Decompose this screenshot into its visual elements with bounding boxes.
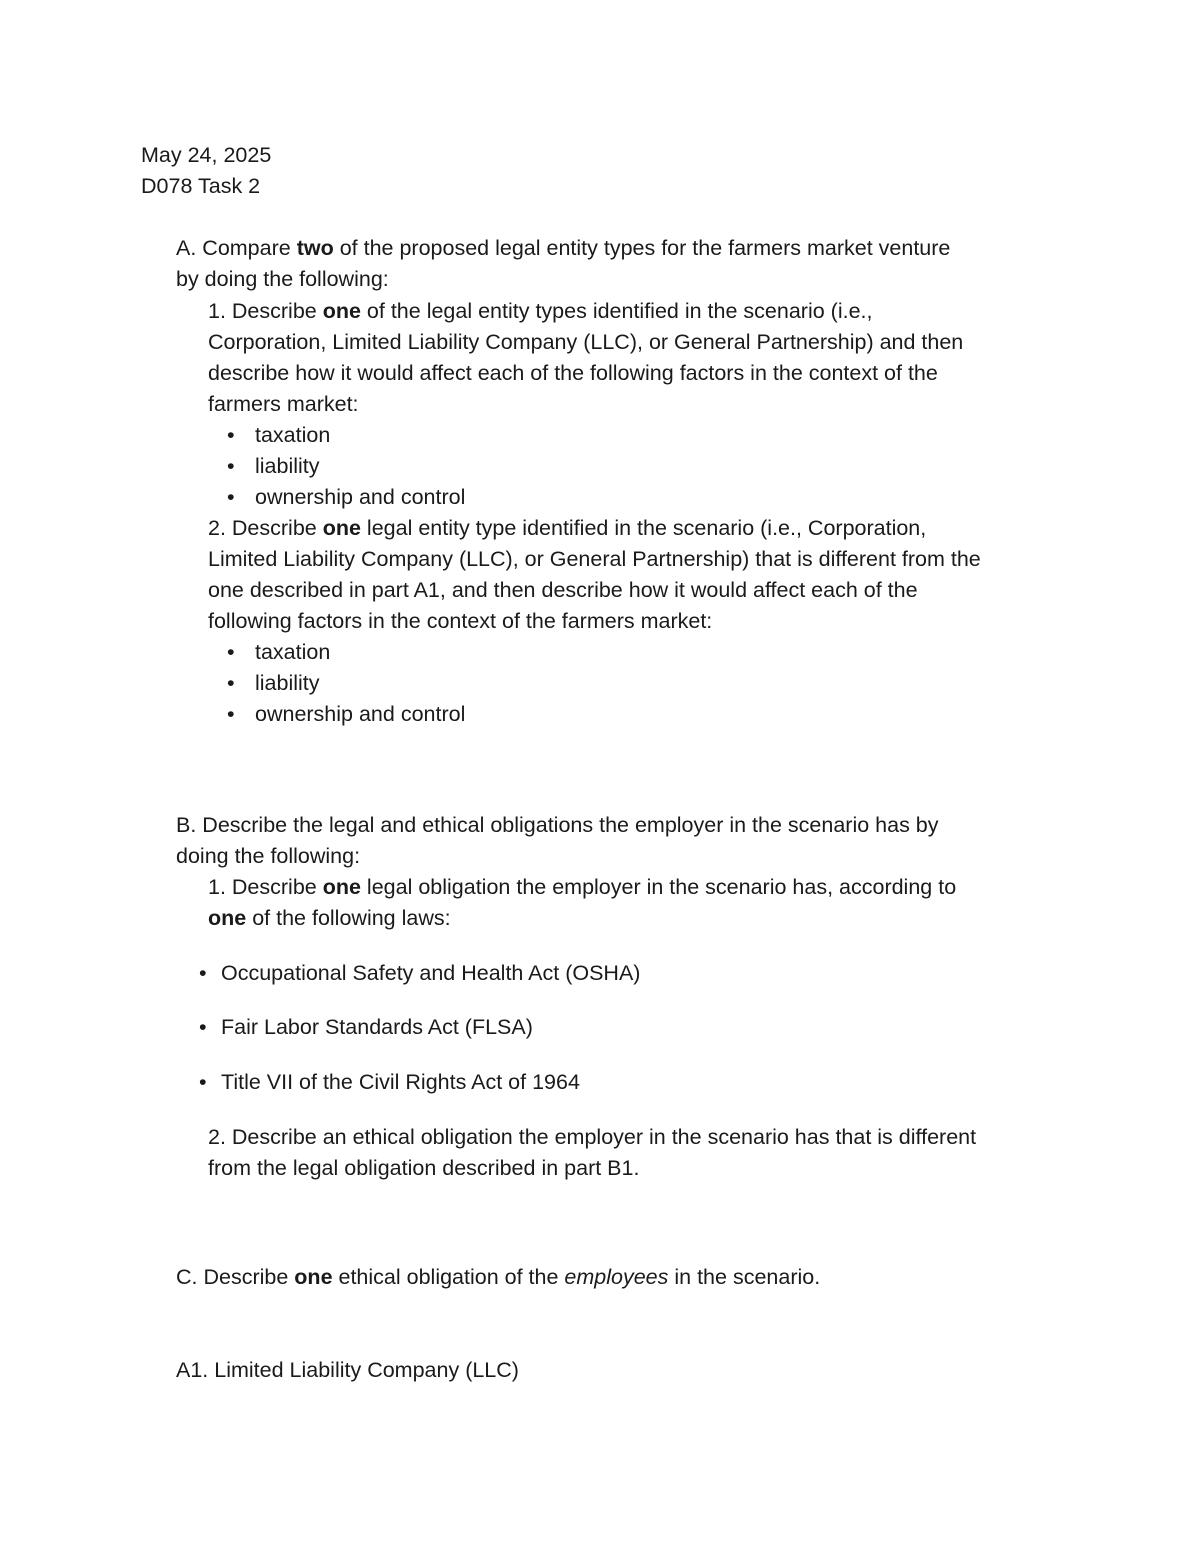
a1-bullet-ownership: • ownership and control [227, 482, 465, 513]
section-b-line-1: B. Describe the legal and ethical obligations the employer in the scenario has by [176, 813, 939, 837]
a1-bullet-liability: • liability [227, 451, 320, 482]
document-title: D078 Task 2 [141, 174, 261, 198]
section-b-line-2: doing the following: [176, 844, 361, 868]
a1-line-4: farmers market: [208, 392, 359, 416]
date-line: May 24, 2025 [141, 143, 272, 167]
bullet-icon: • [199, 961, 207, 985]
a2-line-2: Limited Liability Company (LLC), or General Partnership) that is different from the [208, 547, 981, 571]
a1-line-3: describe how it would affect each of the following factors in the context of the [208, 361, 938, 385]
bullet-icon: • [227, 485, 235, 509]
bullet-icon: • [199, 1015, 207, 1039]
a2-line-1: 2. Describe one legal entity type identified in the scenario (i.e., Corporation, [208, 516, 927, 540]
b2-line-2: from the legal obligation described in part B1. [208, 1156, 640, 1180]
a2-bullet-ownership: • ownership and control [227, 699, 465, 730]
a1-line-2: Corporation, Limited Liability Company (LLC), or General Partnership) and then [208, 330, 964, 354]
a1-line-1: 1. Describe one of the legal entity types identified in the scenario (i.e., [208, 299, 873, 323]
section-a-line-2: by doing the following: [176, 267, 389, 291]
a1-answer-heading: A1. Limited Liability Company (LLC) [176, 1358, 519, 1382]
a2-line-3: one described in part A1, and then describe how it would affect each of the [208, 578, 918, 602]
a1-bullet-taxation: • taxation [227, 420, 330, 451]
law-item-title-vii: • Title VII of the Civil Rights Act of 1964 [199, 1067, 580, 1098]
bullet-icon: • [227, 702, 235, 726]
b1-line-1: 1. Describe one legal obligation the employer in the scenario has, according to [208, 875, 957, 899]
a2-line-4: following factors in the context of the farmers market: [208, 609, 713, 633]
section-c-line: C. Describe one ethical obligation of the employees in the scenario. [176, 1265, 821, 1289]
bullet-icon: • [227, 671, 235, 695]
law-item-osha: • Occupational Safety and Health Act (OSHA) [199, 958, 640, 989]
b2-line-1: 2. Describe an ethical obligation the employer in the scenario has that is different [208, 1125, 977, 1149]
law-item-flsa: • Fair Labor Standards Act (FLSA) [199, 1012, 533, 1043]
bullet-icon: • [227, 423, 235, 447]
bullet-icon: • [199, 1070, 207, 1094]
b1-line-2: one of the following laws: [208, 906, 451, 930]
bullet-icon: • [227, 454, 235, 478]
bullet-icon: • [227, 640, 235, 664]
section-a-line-1: A. Compare two of the proposed legal entity types for the farmers market venture [176, 236, 951, 260]
a2-bullet-taxation: • taxation [227, 637, 330, 668]
a2-bullet-liability: • liability [227, 668, 320, 699]
